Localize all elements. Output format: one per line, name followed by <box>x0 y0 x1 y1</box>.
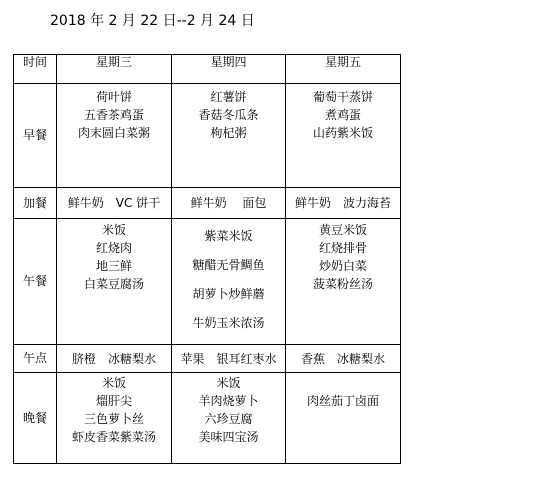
menu-item: 枸杞粥 <box>210 126 247 140</box>
dinner-thursday <box>172 373 286 464</box>
menu-item: 红烧排骨 <box>318 241 367 255</box>
menu-item: 肉丝茄丁卤面 <box>306 394 379 408</box>
menu-item: 荷叶饼 <box>95 90 132 104</box>
dinner-label: 晚餐 <box>14 373 57 464</box>
menu-item: 香蕉 冰糖梨水 <box>300 351 385 366</box>
snack-thursday <box>172 188 286 219</box>
header-time: 时间 <box>14 55 57 84</box>
header-row <box>14 55 401 84</box>
menu-item: 鲜牛奶 面包 <box>190 196 267 210</box>
afternoon-snack-thursday <box>172 345 286 373</box>
breakfast-label: 早餐 <box>14 84 57 188</box>
menu-item: 牛奶玉米浓汤 <box>192 316 265 330</box>
date-range-title: 2018 年 2 月 22 日--2 月 24 日 <box>50 13 255 29</box>
menu-item: 菠菜粉丝汤 <box>312 277 373 291</box>
header-day-wednesday: 星期三 <box>57 55 172 84</box>
menu-item: 黄豆米饭 <box>318 223 367 237</box>
breakfast-wednesday <box>57 84 172 188</box>
dinner-friday <box>286 373 401 464</box>
header-day-friday: 星期五 <box>286 55 401 84</box>
snack-friday <box>286 188 401 219</box>
menu-item: 脐橙 冰糖梨水 <box>71 351 156 366</box>
snack-row <box>14 188 401 219</box>
menu-item: 鲜牛奶 VC 饼干 <box>67 196 161 210</box>
afternoon-snack-row <box>14 345 401 373</box>
breakfast-row <box>14 84 401 188</box>
lunch-friday <box>286 219 401 345</box>
menu-item: 香菇冬瓜条 <box>198 108 259 122</box>
menu-item: 胡萝卜炒鲜蘑 <box>192 287 265 301</box>
dinner-wednesday <box>57 373 172 464</box>
lunch-wednesday <box>57 219 172 345</box>
menu-item: 五香茶鸡蛋 <box>83 108 144 122</box>
weekly-menu-table <box>13 54 401 464</box>
menu-item: 煮鸡蛋 <box>324 108 361 122</box>
lunch-row <box>14 219 401 345</box>
afternoon-snack-wednesday <box>57 345 172 373</box>
menu-item: 三色萝卜丝 <box>83 412 144 426</box>
menu-item: 米饭 <box>101 376 126 390</box>
menu-item: 糖醋无骨鲷鱼 <box>192 258 265 272</box>
menu-item: 米饭 <box>101 223 126 237</box>
breakfast-thursday <box>172 84 286 188</box>
snack-label: 加餐 <box>14 188 57 219</box>
menu-item: 六珍豆腐 <box>204 412 253 426</box>
menu-item: 米饭 <box>216 376 241 390</box>
header-day-thursday: 星期四 <box>172 55 286 84</box>
menu-item: 紫菜米饭 <box>204 229 253 243</box>
lunch-thursday <box>172 219 286 345</box>
menu-item: 白菜豆腐汤 <box>83 277 144 291</box>
snack-wednesday <box>57 188 172 219</box>
menu-item: 红烧肉 <box>95 241 132 255</box>
menu-item: 羊肉烧萝卜 <box>198 394 259 408</box>
menu-item: 肉末圆白菜粥 <box>77 126 150 140</box>
menu-item: 红薯饼 <box>210 90 247 104</box>
menu-item: 虾皮香菜紫菜汤 <box>71 430 156 444</box>
menu-item: 苹果 银耳红枣水 <box>180 351 277 366</box>
menu-item: 熘肝尖 <box>95 394 132 408</box>
menu-item: 美味四宝汤 <box>198 430 259 444</box>
menu-item: 鲜牛奶 波力海苔 <box>294 196 391 210</box>
menu-item: 山药紫米饭 <box>312 126 373 140</box>
breakfast-friday <box>286 84 401 188</box>
menu-item: 葡萄干蒸饼 <box>312 90 373 104</box>
menu-item: 地三鲜 <box>95 259 132 273</box>
afternoon-snack-friday <box>286 345 401 373</box>
menu-item: 炒奶白菜 <box>318 259 367 273</box>
lunch-label: 午餐 <box>14 219 57 345</box>
dinner-row <box>14 373 401 464</box>
afternoon-snack-label: 午点 <box>14 345 57 373</box>
